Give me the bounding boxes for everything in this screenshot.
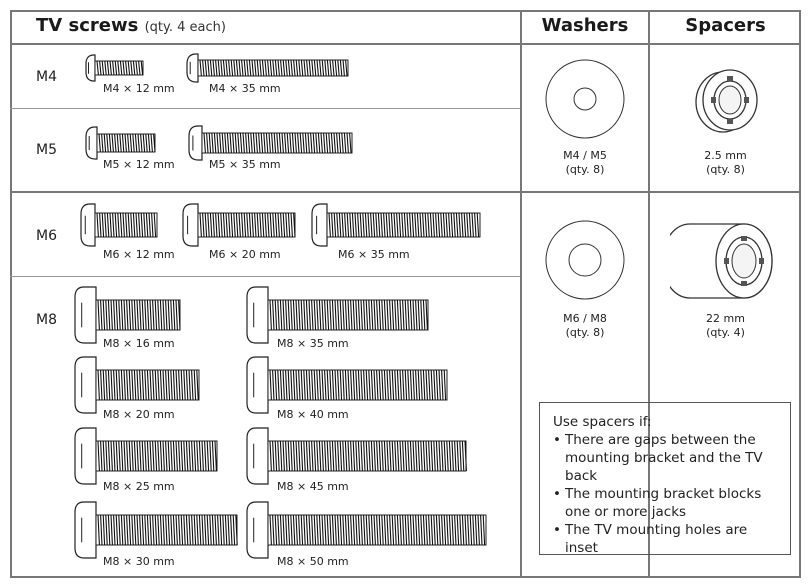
screw-m8x30-icon — [74, 501, 239, 559]
screw-label-m8x45: M8 × 45 mm — [277, 480, 349, 493]
spacer-long-size: 22 mm — [706, 312, 745, 325]
screw-m6x20-icon — [182, 203, 297, 247]
screw-m5x12-icon — [85, 126, 157, 160]
note-item: • The mounting bracket blocks one or more jacks — [553, 485, 780, 521]
screw-m8x25-icon — [74, 427, 219, 485]
note-item: • There are gaps between the mounting bracket and the TV back — [553, 431, 780, 485]
washer-large-size: M6 / M8 — [563, 312, 607, 325]
screw-m5x35-icon — [188, 125, 354, 161]
screw-label-m6x20: M6 × 20 mm — [209, 248, 281, 261]
spacer-long-icon — [670, 216, 776, 306]
screw-label-m8x30: M8 × 30 mm — [103, 555, 175, 568]
spacer-long-caption — [650, 312, 801, 340]
screw-m8x35-icon — [246, 286, 430, 344]
spacer-short-icon — [690, 64, 762, 136]
spacer-short-qty: (qty. 8) — [706, 163, 745, 176]
screw-m8x40-icon — [246, 356, 449, 414]
washer-large-icon — [544, 219, 626, 301]
note-heading: Use spacers if: — [553, 414, 652, 430]
washer-large-qty: (qty. 8) — [565, 326, 605, 339]
screw-m4x12-icon — [85, 54, 145, 82]
washer-small-size: M4 / M5 — [563, 149, 607, 162]
m5-m6-divider — [10, 191, 801, 193]
washer-small-qty: (qty. 8) — [565, 163, 605, 176]
screw-label-m4x35: M4 × 35 mm — [209, 82, 281, 95]
row-label-m5: M5 — [36, 142, 57, 158]
washer-small-icon — [544, 58, 626, 140]
row-label-m4: M4 — [36, 69, 57, 85]
washer-small-caption — [522, 149, 648, 177]
row-label-m8: M8 — [36, 312, 57, 328]
screw-label-m5x35: M5 × 35 mm — [209, 158, 281, 171]
tv-screws-qty: (qty. 4 each) — [144, 20, 226, 35]
screw-label-m8x20: M8 × 20 mm — [103, 408, 175, 421]
header-divider — [10, 43, 801, 45]
spacer-short-caption — [650, 149, 801, 177]
washer-large-caption — [522, 312, 648, 340]
spacer-long-qty: (qty. 4) — [706, 326, 745, 339]
screw-label-m8x40: M8 × 40 mm — [277, 408, 349, 421]
screw-m8x45-icon — [246, 427, 468, 485]
spacers-heading: Spacers — [685, 15, 766, 36]
washers-heading: Washers — [541, 15, 629, 36]
screw-m4x35-icon — [186, 53, 350, 83]
m4-m5-divider — [10, 108, 520, 109]
screw-m8x50-icon — [246, 501, 488, 559]
screw-label-m6x12: M6 × 12 mm — [103, 248, 175, 261]
screw-label-m8x35: M8 × 35 mm — [277, 337, 349, 350]
screw-label-m8x16: M8 × 16 mm — [103, 337, 175, 350]
screw-m8x16-icon — [74, 286, 182, 344]
screw-label-m8x25: M8 × 25 mm — [103, 480, 175, 493]
screw-m8x20-icon — [74, 356, 201, 414]
tv-screws-title: TV screws — [36, 15, 139, 36]
screw-label-m6x35: M6 × 35 mm — [338, 248, 410, 261]
note-list — [553, 431, 780, 557]
screw-label-m8x50: M8 × 50 mm — [277, 555, 349, 568]
tv-screws-heading — [36, 15, 226, 36]
spacer-short-size: 2.5 mm — [704, 149, 747, 162]
screws-washers-divider — [520, 10, 522, 578]
screw-m6x35-icon — [311, 203, 482, 247]
m6-m8-divider — [10, 276, 520, 277]
row-label-m6: M6 — [36, 228, 57, 244]
screw-m6x12-icon — [80, 203, 159, 247]
screw-label-m5x12: M5 × 12 mm — [103, 158, 175, 171]
screw-label-m4x12: M4 × 12 mm — [103, 82, 175, 95]
note-item: • The TV mounting holes are inset — [553, 521, 780, 557]
spacer-usage-note — [539, 402, 791, 555]
